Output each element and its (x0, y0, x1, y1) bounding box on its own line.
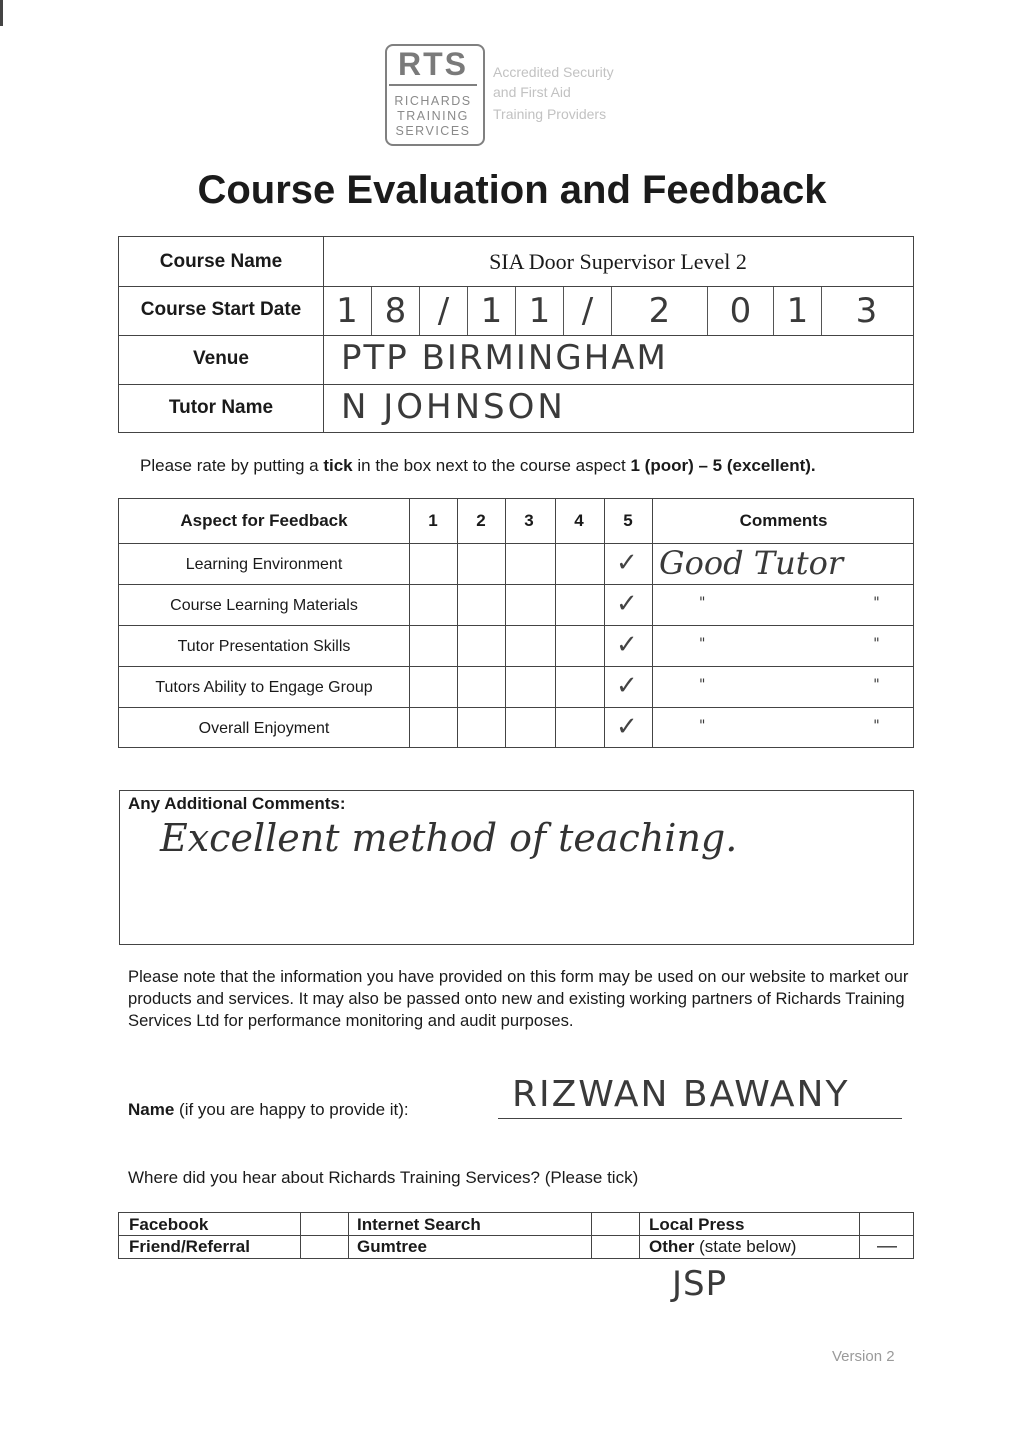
start-date-cells (323, 287, 913, 335)
facebook-checkbox[interactable] (301, 1213, 347, 1235)
instr-pre: Please rate by putting a (140, 456, 324, 475)
source-col-line (639, 1213, 640, 1258)
score-4-checkbox[interactable] (555, 544, 603, 585)
score-5-checkbox[interactable] (604, 585, 652, 626)
date-cell[interactable]: 8 (371, 287, 419, 335)
rating-row (119, 707, 913, 748)
name-label-bold: Name (128, 1100, 175, 1119)
source-friend-referral: Friend/Referral (129, 1237, 250, 1256)
start-date-row (119, 286, 913, 335)
logo-divider (389, 84, 477, 86)
aspect-label: Learning Environment (185, 556, 343, 573)
tick-mark: ✓ (616, 630, 638, 660)
tick-mark: ✓ (616, 548, 638, 578)
logo-tagline-2: and First Aid (493, 84, 571, 100)
rating-column-line (505, 499, 506, 747)
score-3-checkbox[interactable] (505, 708, 553, 749)
date-cell[interactable]: 2 (611, 287, 707, 335)
score-1-checkbox[interactable] (409, 667, 457, 708)
other-checkbox-tick[interactable]: — (877, 1235, 897, 1257)
source-col-line (348, 1213, 349, 1258)
logo-tagline-1: Accredited Security (493, 64, 614, 80)
score-5-checkbox[interactable] (604, 544, 652, 585)
internet-search-checkbox[interactable] (592, 1213, 638, 1235)
date-cell[interactable]: 1 (336, 291, 358, 331)
rating-instruction (140, 456, 816, 476)
source-table (118, 1212, 914, 1259)
venue-value[interactable]: PTP BIRMINGHAM (341, 338, 668, 378)
rating-row (119, 625, 913, 666)
header-score-3: 3 (524, 511, 534, 530)
score-3-checkbox[interactable] (505, 626, 553, 667)
tick-mark: ✓ (616, 589, 638, 619)
source-internet-search: Internet Search (357, 1215, 481, 1234)
tutor-label: Tutor Name (168, 397, 274, 418)
score-4-checkbox[interactable] (555, 708, 603, 749)
start-date-label: Course Start Date (140, 299, 302, 320)
header-comments: Comments (739, 511, 828, 530)
logo-tagline-3: Training Providers (493, 106, 607, 122)
score-4-checkbox[interactable] (555, 626, 603, 667)
header-score-5: 5 (623, 511, 633, 530)
date-cell[interactable]: 1 (467, 287, 515, 335)
source-other (649, 1236, 796, 1258)
rating-row (119, 584, 913, 625)
rating-table (118, 498, 914, 748)
date-cell[interactable]: 0 (707, 287, 773, 335)
aspect-label: Course Learning Materials (170, 597, 358, 614)
rating-column-line (652, 499, 653, 747)
instr-tick: tick (323, 456, 353, 475)
source-local-press: Local Press (649, 1215, 745, 1234)
aspect-comment[interactable]: " " (699, 636, 910, 652)
page-title: Course Evaluation and Feedback (197, 168, 827, 212)
aspect-label: Overall Enjoyment (198, 720, 330, 737)
tick-mark: ✓ (616, 671, 638, 701)
score-2-checkbox[interactable] (457, 708, 505, 749)
version-label: Version 2 (832, 1348, 895, 1365)
score-5-checkbox[interactable] (604, 708, 652, 749)
rating-column-line (604, 499, 605, 747)
rating-row (119, 543, 913, 584)
score-3-checkbox[interactable] (505, 585, 553, 626)
local-press-checkbox[interactable] (860, 1213, 914, 1235)
scan-edge-mark (0, 0, 3, 26)
aspect-label: Tutor Presentation Skills (177, 638, 351, 655)
date-cell[interactable]: 1 (515, 287, 563, 335)
name-label (128, 1100, 409, 1120)
source-facebook: Facebook (129, 1215, 209, 1234)
score-1-checkbox[interactable] (409, 626, 457, 667)
score-4-checkbox[interactable] (555, 585, 603, 626)
date-cell[interactable]: / (419, 287, 467, 335)
score-2-checkbox[interactable] (457, 667, 505, 708)
header-score-2: 2 (476, 511, 486, 530)
source-gumtree: Gumtree (357, 1237, 427, 1256)
score-1-checkbox[interactable] (409, 585, 457, 626)
course-name-label: Course Name (159, 251, 283, 272)
date-cell[interactable]: 1 (773, 287, 821, 335)
score-2-checkbox[interactable] (457, 626, 505, 667)
course-name-row (119, 237, 913, 286)
aspect-comment[interactable]: " " (699, 677, 910, 693)
venue-label: Venue (193, 348, 249, 369)
rating-header-row (119, 499, 913, 543)
name-value[interactable]: RIZWAN BAWANY (512, 1074, 850, 1115)
header-aspect: Aspect for Feedback (180, 511, 348, 530)
logo-letters: RTS (398, 46, 468, 82)
score-1-checkbox[interactable] (409, 708, 457, 749)
rts-logo (385, 44, 485, 144)
additional-comments-value[interactable]: Excellent method of teaching. (160, 816, 738, 860)
score-2-checkbox[interactable] (457, 585, 505, 626)
tutor-row (119, 384, 913, 432)
logo-line-3: SERVICES (395, 124, 471, 138)
score-3-checkbox[interactable] (505, 544, 553, 585)
course-info-table (118, 236, 914, 433)
aspect-comment[interactable]: " " (699, 595, 910, 611)
score-5-checkbox[interactable] (604, 626, 652, 667)
logo-line-2: TRAINING (397, 109, 469, 123)
logo-line-1: RICHARDS (394, 94, 472, 108)
venue-row (119, 335, 913, 384)
friend-referral-checkbox[interactable] (301, 1236, 347, 1258)
score-1-checkbox[interactable] (409, 544, 457, 585)
hear-about-question: Where did you hear about Richards Training Services? (Please tick) (128, 1168, 639, 1187)
aspect-comment[interactable]: Good Tutor (659, 544, 844, 582)
score-2-checkbox[interactable] (457, 544, 505, 585)
header-score-4: 4 (574, 511, 584, 530)
instr-mid: in the box next to the course aspect (352, 456, 631, 475)
course-name-value[interactable]: SIA Door Supervisor Level 2 (489, 249, 747, 274)
aspect-label: Tutors Ability to Engage Group (155, 679, 373, 696)
source-other-rest: (state below) (694, 1237, 797, 1256)
other-source-value[interactable]: JSP (672, 1264, 728, 1304)
rating-row (119, 666, 913, 707)
header-score-1: 1 (428, 511, 438, 530)
privacy-notice: Please note that the information you have provided on this form may be used on our website to market our products and services. It may also be passed onto new and existing working partners of Richards Training Services Ltd for performance monitoring and audit purposes. (128, 967, 909, 1030)
instr-scale: 1 (poor) – 5 (excellent). (630, 456, 816, 475)
date-cell[interactable]: 3 (821, 287, 911, 335)
score-3-checkbox[interactable] (505, 667, 553, 708)
name-label-rest: (if you are happy to provide it): (174, 1100, 409, 1119)
score-4-checkbox[interactable] (555, 667, 603, 708)
rating-column-line (457, 499, 458, 747)
rating-column-line (555, 499, 556, 747)
additional-comments-label: Any Additional Comments: (128, 794, 346, 813)
tutor-value[interactable]: N JOHNSON (341, 387, 566, 427)
gumtree-checkbox[interactable] (592, 1236, 638, 1258)
score-5-checkbox[interactable] (604, 667, 652, 708)
source-other-bold: Other (649, 1237, 695, 1256)
aspect-comment[interactable]: " " (699, 718, 910, 734)
date-cell[interactable]: / (563, 287, 611, 335)
tick-mark: ✓ (616, 712, 638, 742)
rating-column-line (409, 499, 410, 747)
name-underline (498, 1118, 902, 1119)
